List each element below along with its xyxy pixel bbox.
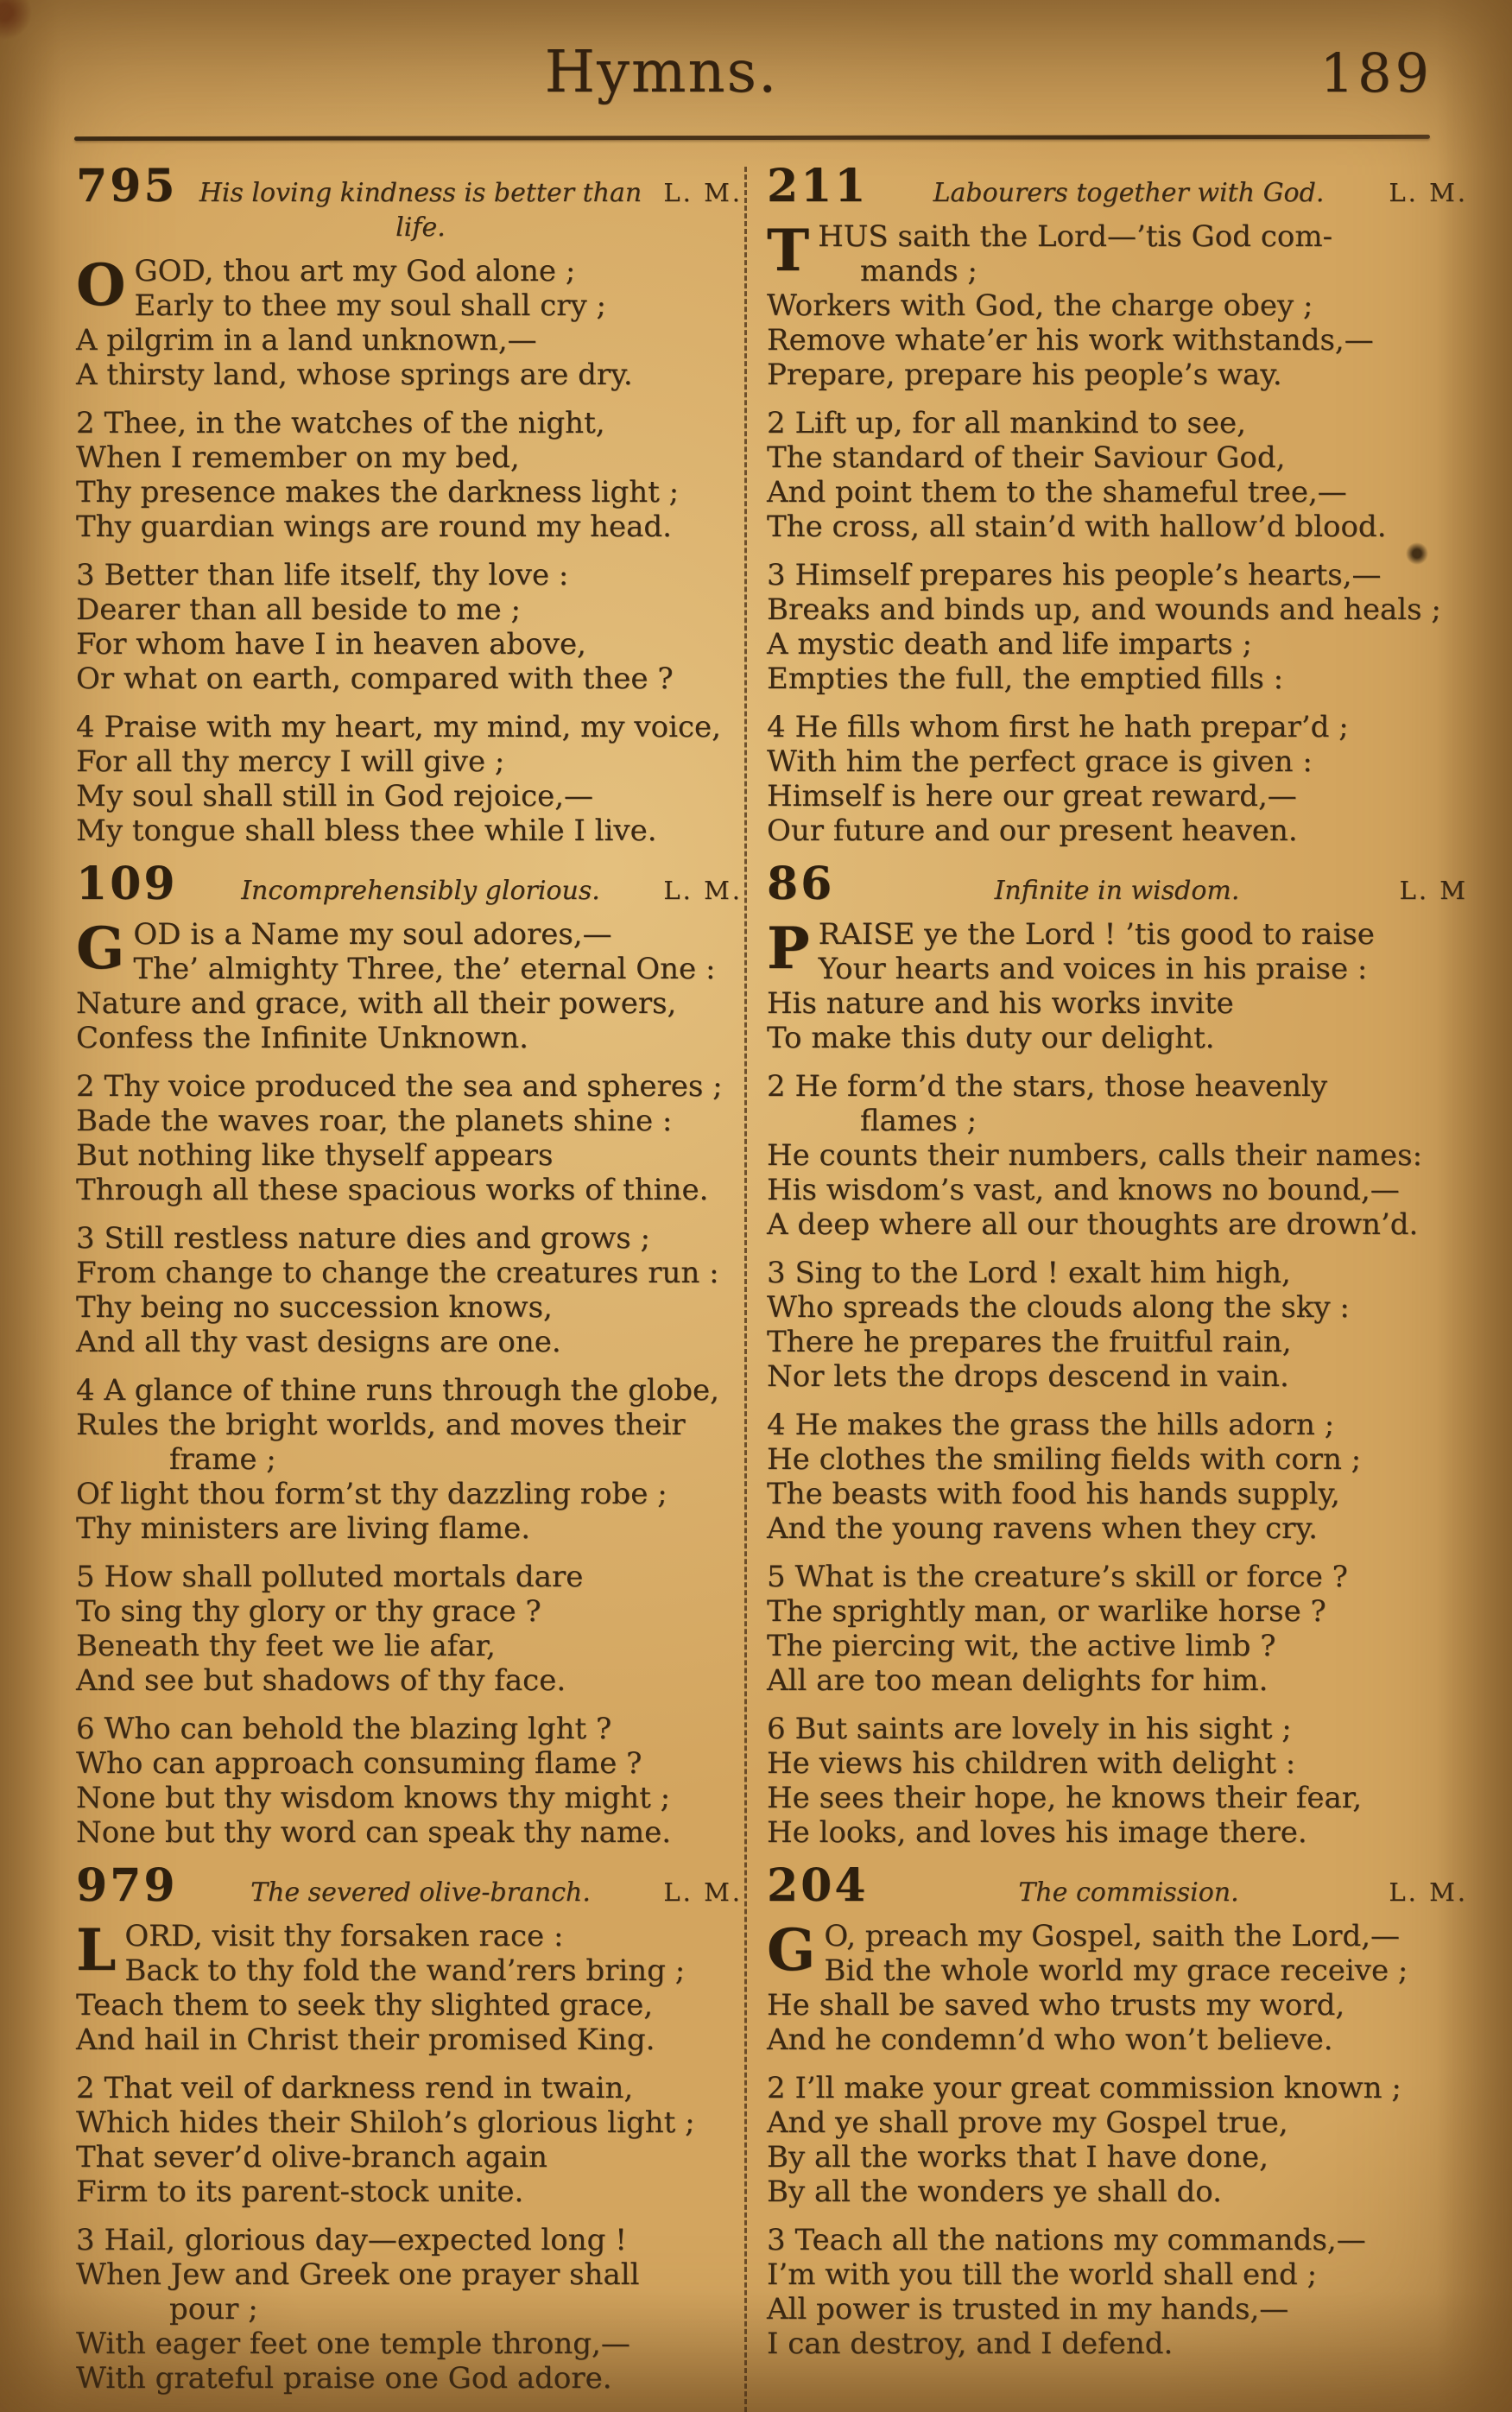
verse-line: Early to thee my soul shall cry ; xyxy=(134,288,606,323)
verse-line: To make this duty our delight. xyxy=(767,1021,1215,1055)
verse-line: RAISE ye the Lord ! ’tis good to raise xyxy=(818,917,1375,952)
page-title: Hymns. xyxy=(544,38,779,105)
verse-line: Thy guardian wings are round my head. xyxy=(76,510,672,544)
verse-line: 3 Himself prepares his people’s hearts,— xyxy=(767,558,1382,592)
verse-line: The cross, all stain’d with hallow’d blood. xyxy=(767,510,1387,544)
stanza xyxy=(76,2071,743,2209)
stanza xyxy=(767,1408,1468,1546)
stanza xyxy=(76,406,743,544)
hymn-meter: L. M xyxy=(1399,876,1468,905)
hymn-header xyxy=(767,160,1468,212)
stanza xyxy=(767,558,1468,696)
stanza xyxy=(767,1069,1468,1242)
drop-cap-letter: G xyxy=(76,915,125,982)
verse-line: Workers with God, the charge obey ; xyxy=(767,288,1313,323)
verse-line: A thirsty land, whose springs are dry. xyxy=(76,358,633,392)
verse-line: With grateful praise one God adore. xyxy=(76,2361,612,2396)
verse-line: The piercing wit, the active limb ? xyxy=(767,1629,1276,1663)
verse-line: HUS saith the Lord—’tis God com- xyxy=(818,219,1333,254)
verse-line: 4 Praise with my heart, my mind, my voice, xyxy=(76,710,721,744)
verse-line: 2 Lift up, for all mankind to see, xyxy=(767,406,1246,440)
header-rule xyxy=(74,135,1430,141)
verse-line: To sing thy glory or thy grace ? xyxy=(76,1594,541,1629)
verse-line: That sever’d olive-branch again xyxy=(76,2140,547,2175)
verse-line: Empties the full, the emptied fills : xyxy=(767,662,1284,696)
drop-cap-letter: G xyxy=(767,1916,816,1984)
verse-line: His wisdom’s vast, and knows no bound,— xyxy=(767,1173,1400,1207)
drop-cap-letter: P xyxy=(767,915,810,982)
hymn-header xyxy=(76,160,743,245)
stanza xyxy=(767,2223,1468,2361)
verse-line: He sees their hope, he knows their fear, xyxy=(767,1781,1363,1815)
verse-line: He views his children with delight : xyxy=(767,1746,1296,1781)
stanza xyxy=(76,1069,743,1207)
hymn-meter: L. M. xyxy=(1389,1877,1468,1907)
verse-line: Back to thy fold the wand’rers bring ; xyxy=(124,1953,686,1988)
hymn-number: 795 xyxy=(76,160,178,212)
verse-line: He counts their numbers, calls their names: xyxy=(767,1138,1423,1173)
stanza xyxy=(76,1221,743,1359)
hymn-number: 86 xyxy=(767,858,835,910)
column-divider xyxy=(744,167,747,2412)
stanza xyxy=(76,1916,743,2057)
verse-line: 4 He fills whom first he hath prepar’d ; xyxy=(767,710,1349,744)
verse-line: From change to change the creatures run : xyxy=(76,1256,719,1290)
stanza xyxy=(767,1916,1468,2057)
verse-line: 2 Thy voice produced the sea and spheres ; xyxy=(76,1069,723,1104)
verse-line: But nothing like thyself appears xyxy=(76,1138,554,1173)
verse-line: flames ; xyxy=(860,1104,977,1138)
hymn-block xyxy=(767,858,1468,1850)
verse-line: 5 How shall polluted mortals dare xyxy=(76,1560,584,1594)
verse-line: 3 Still restless nature dies and grows ; xyxy=(76,1221,650,1256)
verse-line: The’ almighty Three, the’ eternal One : xyxy=(133,952,716,986)
verse-line: Who can approach consuming flame ? xyxy=(76,1746,642,1781)
verse-line: Bade the waves roar, the planets shine : xyxy=(76,1104,673,1138)
verse-line: None but thy word can speak thy name. xyxy=(76,1815,672,1850)
verse-line: Bid the whole world my grace receive ; xyxy=(824,1953,1408,1988)
verse-line: 6 But saints are lovely in his sight ; xyxy=(767,1712,1292,1746)
verse-line: Teach them to seek thy slighted grace, xyxy=(76,1988,653,2023)
verse-line: Rules the bright worlds, and moves their xyxy=(76,1408,686,1442)
verse-line: When I remember on my bed, xyxy=(76,440,520,475)
stanza xyxy=(767,406,1468,544)
verse-line: 5 What is the creature’s skill or force ? xyxy=(767,1560,1348,1594)
verse-line: For whom have I in heaven above, xyxy=(76,627,586,662)
left-column xyxy=(76,160,743,2409)
hymn-block xyxy=(767,1859,1468,2361)
stanza xyxy=(76,710,743,848)
verse-line: 3 Hail, glorious day—expected long ! xyxy=(76,2223,627,2257)
stanza xyxy=(767,1560,1468,1698)
stanza xyxy=(767,1256,1468,1394)
verse-line: And hail in Christ their promised King. xyxy=(76,2023,655,2057)
verse-line: Nor lets the drops descend in vain. xyxy=(767,1359,1289,1394)
drop-cap-letter: T xyxy=(767,217,810,284)
verse-line: With eager feet one temple throng,— xyxy=(76,2327,630,2361)
verse-line: For all thy mercy I will give ; xyxy=(76,744,505,779)
verse-line: pour ; xyxy=(169,2292,258,2327)
verse-line: The standard of their Saviour God, xyxy=(767,440,1286,475)
hymn-title: Infinite in wisdom. xyxy=(994,876,1240,906)
hymn-number: 204 xyxy=(767,1859,869,1912)
right-column xyxy=(767,160,1468,2375)
verse-line: A pilgrim in a land unknown,— xyxy=(76,323,537,358)
verse-line: My tongue shall bless thee while I live. xyxy=(76,813,657,848)
verse-line: mands ; xyxy=(860,254,977,288)
verse-line: frame ; xyxy=(169,1442,276,1477)
verse-line: There he prepares the fruitful rain, xyxy=(767,1325,1292,1359)
verse-line: All are too mean delights for him. xyxy=(767,1663,1268,1698)
verse-line: He looks, and loves his image there. xyxy=(767,1815,1307,1850)
verse-line: 3 Sing to the Lord ! exalt him high, xyxy=(767,1256,1291,1290)
verse-line: Or what on earth, compared with thee ? xyxy=(76,662,674,696)
hymn-title: The severed olive-branch. xyxy=(250,1877,591,1908)
verse-line: And the young ravens when they cry. xyxy=(767,1511,1318,1546)
verse-line: He shall be saved who trusts my word, xyxy=(767,1988,1345,2023)
hymn-title: Incomprehensibly glorious. xyxy=(241,876,600,906)
verse-line: Thy ministers are living flame. xyxy=(76,1511,531,1546)
verse-line: Breaks and binds up, and wounds and heals ; xyxy=(767,592,1441,627)
verse-line: And all thy vast designs are one. xyxy=(76,1325,561,1359)
hymn-header xyxy=(76,858,743,910)
verse-line: Thy being no succession knows, xyxy=(76,1290,553,1325)
hymn-title: Labourers together with God. xyxy=(933,178,1325,208)
stanza xyxy=(76,1560,743,1698)
stanza xyxy=(767,219,1468,392)
verse-line: 6 Who can behold the blazing lght ? xyxy=(76,1712,612,1746)
verse-line: Nature and grace, with all their powers, xyxy=(76,986,677,1021)
verse-line: O, preach my Gospel, saith the Lord,— xyxy=(824,1919,1401,1953)
verse-line: Himself is here our great reward,— xyxy=(767,779,1297,813)
hymn-header xyxy=(76,1859,743,1912)
stanza xyxy=(76,1712,743,1850)
verse-line: 2 Thee, in the watches of the night, xyxy=(76,406,605,440)
verse-line: And ye shall prove my Gospel true, xyxy=(767,2105,1288,2140)
verse-line: OD is a Name my soul adores,— xyxy=(133,917,612,952)
drop-cap-letter: O xyxy=(76,251,126,319)
verse-line: I’m with you till the world shall end ; xyxy=(767,2257,1318,2292)
verse-line: Dearer than all beside to me ; xyxy=(76,592,521,627)
verse-line: Firm to its parent-stock unite. xyxy=(76,2175,524,2209)
page-number: 189 xyxy=(1319,41,1433,104)
stanza xyxy=(76,917,743,1055)
hymn-block xyxy=(76,1859,743,2396)
verse-line: 4 He makes the grass the hills adorn ; xyxy=(767,1408,1335,1442)
verse-line: Of light thou form’st thy dazzling robe ; xyxy=(76,1477,667,1511)
verse-line: A mystic death and life imparts ; xyxy=(767,627,1252,662)
verse-line: Beneath thy feet we lie afar, xyxy=(76,1629,496,1663)
verse-line: Our future and our present heaven. xyxy=(767,813,1298,848)
verse-line: Which hides their Shiloh’s glorious light ; xyxy=(76,2105,695,2140)
verse-line: And he condemn’d who won’t believe. xyxy=(767,2023,1333,2057)
stanza xyxy=(76,2223,743,2396)
hymn-header xyxy=(767,858,1468,910)
hymn-block xyxy=(76,858,743,1850)
verse-line: A deep where all our thoughts are drown’d. xyxy=(767,1207,1419,1242)
verse-line: His nature and his works invite xyxy=(767,986,1234,1021)
hymn-meter: L. M. xyxy=(1389,178,1468,207)
verse-line: And see but shadows of thy face. xyxy=(76,1663,566,1698)
stanza xyxy=(76,251,743,392)
verse-line: When Jew and Greek one prayer shall xyxy=(76,2257,640,2292)
verse-line: 2 I’ll make your great commission known ; xyxy=(767,2071,1401,2105)
verse-line: 2 That veil of darkness rend in twain, xyxy=(76,2071,634,2105)
verse-line: 2 He form’d the stars, those heavenly xyxy=(767,1069,1328,1104)
hymn-header xyxy=(767,1859,1468,1912)
hymn-meter: L. M. xyxy=(663,178,743,207)
verse-line: Through all these spacious works of thine. xyxy=(76,1173,709,1207)
verse-line: 3 Better than life itself, thy love : xyxy=(76,558,569,592)
stanza xyxy=(767,1712,1468,1850)
hymn-meter: L. M. xyxy=(663,876,743,905)
verse-line: And point them to the shameful tree,— xyxy=(767,475,1347,510)
verse-line: He clothes the smiling fields with corn ; xyxy=(767,1442,1362,1477)
hymn-number: 979 xyxy=(76,1859,178,1912)
hymn-title: The commission. xyxy=(1018,1877,1239,1908)
hymn-meter: L. M. xyxy=(663,1877,743,1907)
stanza xyxy=(76,558,743,696)
stanza xyxy=(767,710,1468,848)
verse-line: Who spreads the clouds along the sky : xyxy=(767,1290,1350,1325)
verse-line: The sprightly man, or warlike horse ? xyxy=(767,1594,1326,1629)
verse-line: None but thy wisdom knows thy might ; xyxy=(76,1781,671,1815)
verse-line: By all the wonders ye shall do. xyxy=(767,2175,1222,2209)
hymn-block xyxy=(76,160,743,848)
verse-line: With him the perfect grace is given : xyxy=(767,744,1313,779)
verse-line: All power is trusted in my hands,— xyxy=(767,2292,1289,2327)
verse-line: My soul shall still in God rejoice,— xyxy=(76,779,594,813)
hymn-number: 109 xyxy=(76,858,178,910)
verse-line: The beasts with food his hands supply, xyxy=(767,1477,1340,1511)
drop-cap-letter: L xyxy=(76,1916,117,1984)
stanza xyxy=(76,1373,743,1546)
stanza xyxy=(767,2071,1468,2209)
verse-line: GOD, thou art my God alone ; xyxy=(134,254,576,288)
stanza xyxy=(767,917,1468,1055)
verse-line: 4 A glance of thine runs through the globe, xyxy=(76,1373,719,1408)
verse-line: By all the works that I have done, xyxy=(767,2140,1268,2175)
verse-line: Prepare, prepare his people’s way. xyxy=(767,358,1282,392)
verse-line: Remove whate’er his work withstands,— xyxy=(767,323,1374,358)
verse-line: 3 Teach all the nations my commands,— xyxy=(767,2223,1366,2257)
hymn-title: His loving kindness is better than life. xyxy=(199,178,642,243)
hymn-block xyxy=(767,160,1468,848)
verse-line: Thy presence makes the darkness light ; xyxy=(76,475,680,510)
verse-line: Your hearts and voices in his praise : xyxy=(818,952,1368,986)
verse-line: Confess the Infinite Unknown. xyxy=(76,1021,528,1055)
hymn-number: 211 xyxy=(767,160,869,212)
verse-line: ORD, visit thy forsaken race : xyxy=(124,1919,564,1953)
verse-line: I can destroy, and I defend. xyxy=(767,2327,1174,2361)
